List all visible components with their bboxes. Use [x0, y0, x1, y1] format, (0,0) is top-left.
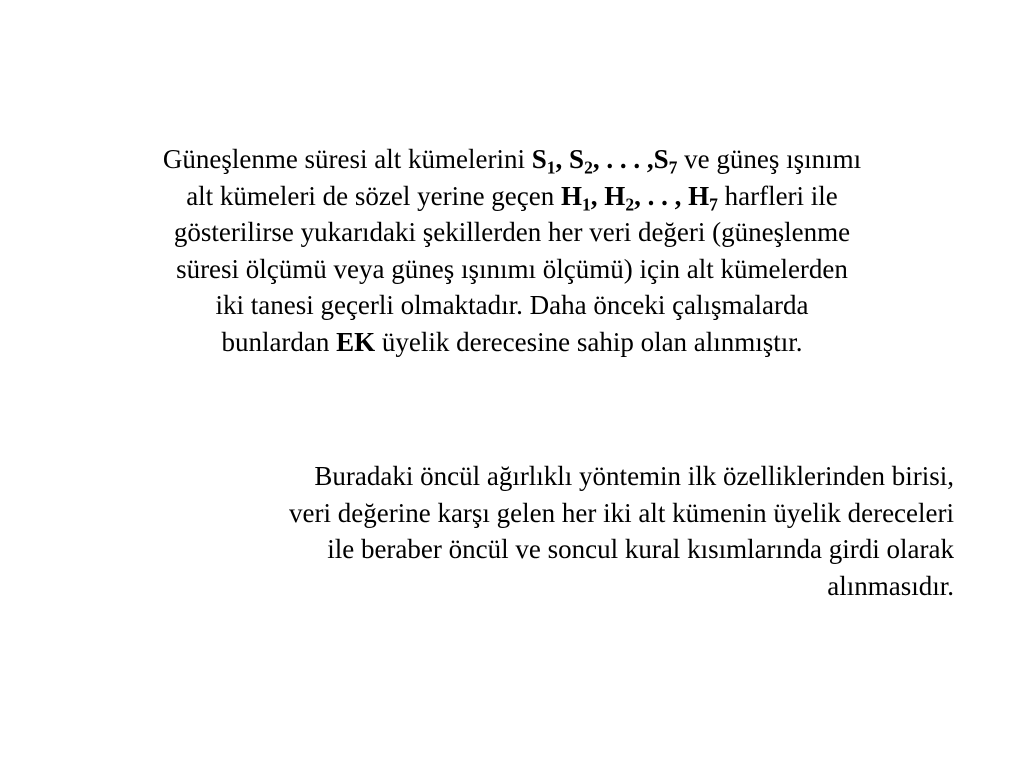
text-run: bunlardan — [221, 326, 337, 357]
text-run: üyelik derecesine sahip olan alınmıştır. — [375, 326, 803, 357]
symbol-s1 — [531, 144, 678, 178]
text-run: ve güneş ışınımı — [677, 144, 862, 174]
symbol-h1 — [561, 180, 718, 214]
paragraph-1 — [60, 141, 964, 360]
subscript: 1 — [546, 157, 556, 178]
paragraph-1-line-5: iki tanesi geçerli olmaktadır. Daha önceki çalışmalarda — [215, 290, 809, 320]
separator: , — [555, 144, 570, 174]
symbol-letter: S — [531, 144, 547, 174]
symbol-letter: H — [688, 180, 710, 211]
subscript: 1 — [582, 193, 591, 214]
paragraph-1-line-6 — [60, 324, 964, 361]
subscript: 2 — [584, 157, 593, 178]
subscript: 2 — [625, 193, 635, 214]
separator: , — [590, 180, 605, 211]
symbol-letter: H — [561, 180, 583, 211]
text-run: alt kümeleri de sözel yerine geçen — [186, 180, 562, 211]
text-run: Güneşlenme süresi alt kümelerini — [162, 144, 532, 174]
symbol-letter: S — [569, 144, 585, 174]
bold-term-ek: EK — [336, 326, 376, 357]
symbol-letter: H — [604, 180, 626, 211]
paragraph-1-line-4: süresi ölçümü veya güneş ışınımı ölçümü) için alt kümelerden — [176, 253, 848, 284]
ellipsis: , . . . , — [592, 144, 654, 174]
paragraph-2-line-3: ile beraber öncül ve soncul kural kısımlarında girdi olarak — [327, 534, 954, 564]
paragraph-2-line-2: veri değerine karşı gelen her iki alt kümenin üyelik dereceleri — [289, 497, 954, 528]
symbol-letter: S — [653, 144, 669, 174]
ellipsis: , . . , — [634, 180, 689, 211]
paragraph-1-line-3: gösterilirse yukarıdaki şekillerden her veri değeri (güneşlenme — [173, 217, 851, 247]
paragraph-2-line-1: Buradaki öncül ağırlıklı yöntemin ilk özelliklerinden birisi, — [314, 461, 954, 491]
paragraph-1-line-2 — [60, 178, 964, 215]
paragraph-2-line-4: alınmasıdır. — [827, 570, 954, 601]
paragraph-1-line-1 — [60, 141, 964, 178]
subscript: 7 — [668, 157, 678, 178]
text-run: harfleri ile — [717, 180, 838, 211]
paragraph-2 — [90, 458, 954, 604]
subscript: 7 — [709, 193, 718, 214]
